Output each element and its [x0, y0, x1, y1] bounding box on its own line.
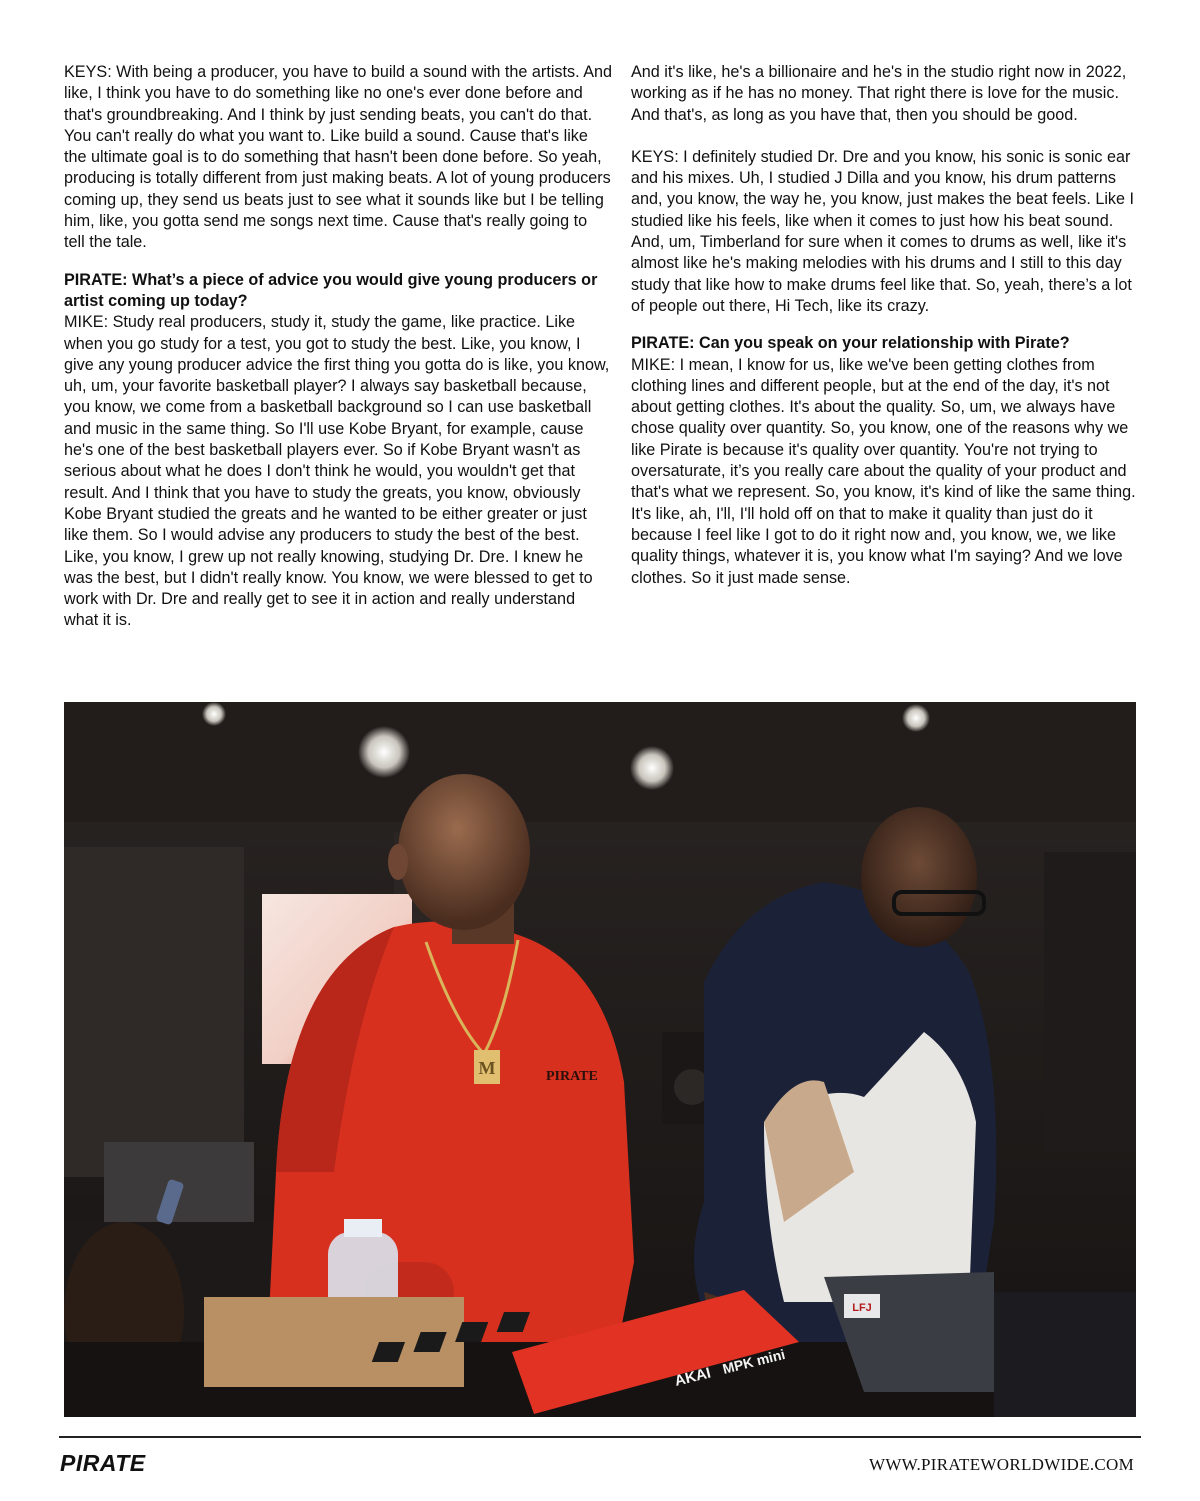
head — [861, 807, 977, 947]
ceiling — [64, 702, 1136, 822]
acoustic-panel — [64, 847, 244, 1177]
studio-photo — [64, 702, 1136, 1417]
footer-divider — [59, 1436, 1141, 1438]
acoustic-panel — [1044, 852, 1136, 1152]
sweatshirt-logo: PIRATE — [546, 1069, 598, 1084]
pendant-monogram: M — [478, 1058, 496, 1078]
keyboard-brand: AKAI — [672, 1364, 713, 1390]
footer-url: WWW.PIRATEWORLDWIDE.COM — [868, 1455, 1134, 1474]
ceiling-light — [630, 746, 674, 790]
ear — [388, 844, 408, 880]
laptop-screen — [994, 1292, 1136, 1417]
keys-answer-influences: KEYS: I definitely studied Dr. Dre and you know, his sonic is sonic ear and his mixes. Uh, I studied J Dilla and you know, his drum patterns and, you know, the way he, you know, just makes the beat feels. Like I studied like his feels, like when it comes to just how his beat sound. And, um, Timberland for sure when it comes to drums as well, like it's almost like he's making melodies with his drums and I still to this day study that like how to make drums feel like that. So, yeah, there’s a lot of people out there, Hi Tech, like its crazy. — [631, 147, 1135, 315]
laptop-sticker-text: LFJ — [852, 1302, 872, 1314]
interview-question-advice: PIRATE: What’s a piece of advice you would give young producers or artist coming up today? — [64, 270, 598, 310]
ceiling-light — [202, 702, 226, 726]
keyboard-model: MPK mini — [720, 1345, 787, 1377]
mike-answer-continuation: And it's like, he's a billionaire and he's in the studio right now in 2022, working as if he has no money. That right there is love for the music. And that's, as long as you have that, then you should be good. — [631, 63, 1127, 124]
article-column-left — [64, 62, 612, 632]
ceiling-light — [358, 726, 410, 778]
footer-brand: PIRATE — [60, 1450, 146, 1476]
mike-answer-relationship: MIKE: I mean, I know for us, like we've been getting clothes from clothing lines and different people, but at the end of the day, it's not about getting clothes. It's about the quality. So, um, we always have chose quality over quantity. So, you know, one of the reasons why we like Pirate is because it's quality over quantity. You're not trying to oversaturate, it’s you really care about the quality of your product and that's what we represent. So, you know, it's kind of like the same thing. It's like, ah, I'll, I'll hold off on that to make it quality than just do it because I feel like I got to do it right now and, you know, we, we like quality things, whatever it is, you know what I'm saying? And we love clothes. So it just made sense. — [631, 355, 1136, 587]
keys-answer-producing: KEYS: With being a producer, you have to build a sound with the artists. And like, I think you have to do something like no one's ever done before and that's groundbreaking. And I think by just sending beats, you can't do that. You can't really do what you want to. Like build a sound. Cause that's like the ultimate goal is to do something that hasn't been done before. So yeah, producing is totally different from just making beats. A lot of young producers coming up, they send us beats just to see what it sounds like but I be telling him, like, you gotta send me songs next time. Cause that's really going to tell the tale. — [64, 63, 613, 252]
mike-answer-advice: MIKE: Study real producers, study it, study the game, like practice. Like when you go study for a test, you got to study the best. Like, you know, I give any young producer advice the first thing you gotta do is like, you know, uh, um, your favorite basketball player? I always say basketball because, you know, we come from a basketball background so I can use basketball and music in the same thing. So I'll use Kobe Bryant, for example, cause he's one of the best basketball players ever. So if Kobe Bryant wasn't as serious about what he does I don't think he would, you wouldn't get that result. And I think that you have to study the greats, you know, obviously Kobe Bryant studied the greats and he wanted to be either greater or just like them. So I would advise any producers to study the best of the best. Like, you know, I grew up not really knowing, studying Dr. Dre. I knew he was the best, but I didn't really know. You know, we were blessed to get to work with Dr. Dre and really get to see it in action and really understand what it is. — [64, 313, 610, 630]
ceiling-light — [902, 704, 930, 732]
bald-head — [398, 774, 530, 930]
article-column-right — [631, 62, 1139, 589]
interview-question-relationship: PIRATE: Can you speak on your relationship with Pirate? — [631, 334, 1070, 353]
